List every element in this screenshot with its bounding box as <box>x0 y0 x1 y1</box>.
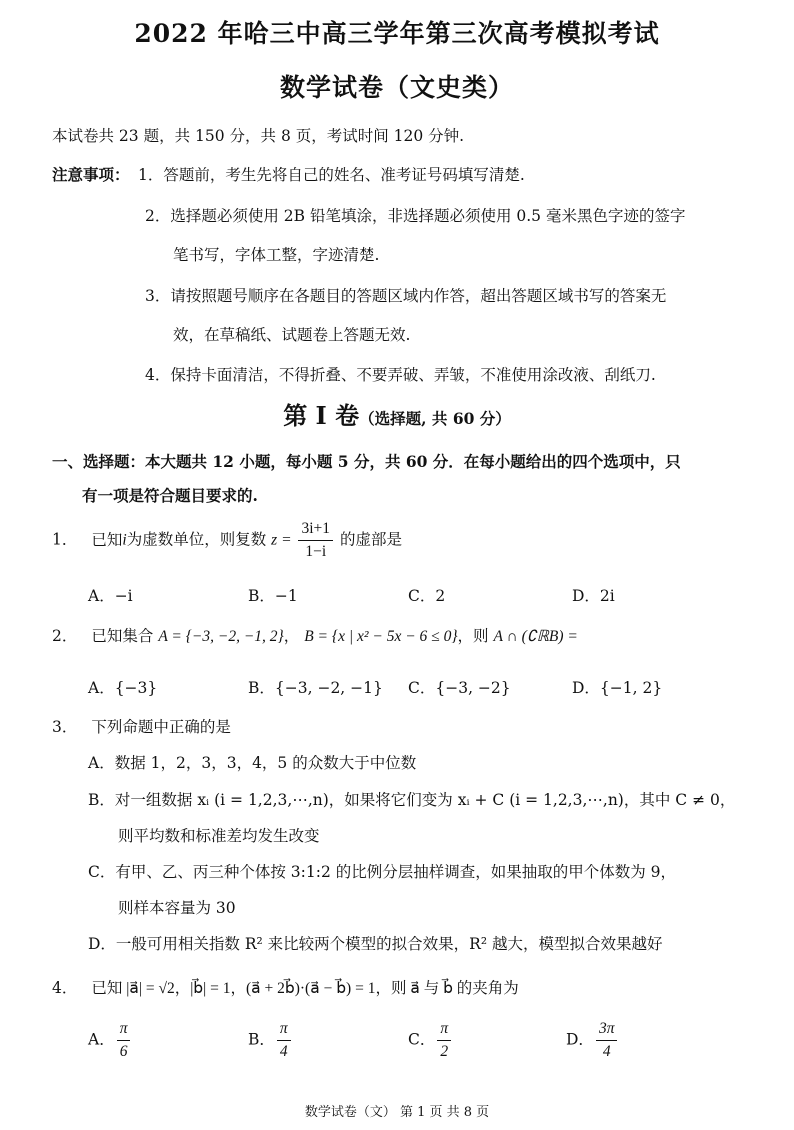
question-1: 1． 已知i为虚数单位，则复数 z = $\frac{3i+1}{1-i}$ 的虚部是 <box>52 520 402 560</box>
exam-title: 2022 年哈三中高三学年第三次高考模拟考试 <box>134 19 660 48</box>
fraction: $\frac{\pi}{2}$ <box>437 1020 451 1061</box>
note-3: 3．请按照题号顺序在各题目的答题区域内作答，超出答题区域书写的答案无 <box>145 287 667 305</box>
q2-option-a: A．{−3} <box>88 679 158 697</box>
note-1: 1．答题前，考生先将自己的姓名、准考证号码填写清楚. <box>138 166 525 184</box>
question-3: 3． 下列命题中正确的是 <box>52 718 231 736</box>
fraction: $\frac{\pi}{6}$ <box>117 1020 131 1061</box>
q2-option-b: B．{−3, −2, −1} <box>248 679 383 697</box>
notes-label: 注意事项： <box>52 165 130 184</box>
q2-option-d: D．{−1, 2} <box>572 679 663 697</box>
part1-instruction: 一、选择题：本大题共 12 小题，每小题 5 分，共 60 分．在每小题给出的四个选项中，只 <box>52 452 681 471</box>
intro-text: 本试卷共 23 题，共 150 分，共 8 页，考试时间 120 分钟. <box>52 127 465 145</box>
q3-option-c-cont: 则样本容量为 30 <box>118 899 236 917</box>
q4-option-c: C． $\frac{\pi}{2}$ <box>408 1020 453 1061</box>
note-3-cont: 效，在草稿纸、试题卷上答题无效. <box>173 326 411 344</box>
part1-instruction-cont: 有一项是符合题目要求的. <box>82 486 258 505</box>
q4-option-d: D． $\frac{3\pi}{4}$ <box>566 1020 619 1061</box>
question-number: 4． <box>52 979 78 997</box>
section-note: （选择题, 共 60 分） <box>359 409 511 428</box>
note-2: 2．选择题必须使用 2B 铅笔填涂，非选择题必须使用 0.5 毫米黑色字迹的签字 <box>145 207 686 225</box>
section-heading <box>0 396 794 431</box>
q3-option-d: D．一般可用相关指数 R² 来比较两个模型的拟合效果，R² 越大，模型拟合效果越好 <box>88 935 663 953</box>
q1-option-b: B．−1 <box>248 587 298 605</box>
fraction: $\frac{3\pi}{4}$ <box>596 1020 618 1061</box>
exam-subtitle: 数学试卷（文史类） <box>279 73 514 102</box>
section-title: 第 I 卷 <box>283 401 360 430</box>
question-2: 2． 已知集合 A = {−3, −2, −1, 2}， B = {x | x² − 5x − 6 ≤ 0}，则 A ∩ (∁ℝB) = <box>52 627 578 645</box>
q4-option-a: A． $\frac{\pi}{6}$ <box>88 1020 132 1061</box>
q2-option-c: C．{−3, −2} <box>408 679 511 697</box>
question-number: 1． <box>52 530 78 549</box>
q3-option-b-cont: 则平均数和标准差均发生改变 <box>118 827 320 845</box>
question-number: 3． <box>52 718 78 736</box>
q1-option-a: A．−i <box>88 587 133 605</box>
q1-option-d: D．2i <box>572 587 615 605</box>
question-4: 4． 已知 |a⃗| = √2，|b⃗| = 1，(a⃗ + 2b⃗)·(a⃗ − b⃗) = 1，则 a⃗ 与 b⃗ 的夹角为 <box>52 979 519 997</box>
note-2-cont: 笔书写，字体工整，字迹清楚. <box>173 246 380 264</box>
question-number: 2． <box>52 627 78 645</box>
note-4: 4．保持卡面清洁，不得折叠、不要弄破、弄皱，不准使用涂改液、刮纸刀. <box>145 366 656 384</box>
q3-option-a: A．数据 1，2，3，3，4，5 的众数大于中位数 <box>88 754 417 772</box>
fraction: $\frac{\pi}{4}$ <box>277 1020 291 1061</box>
fraction: $\frac{3i+1}{1-i}$ <box>298 520 333 561</box>
q4-option-b: B． $\frac{\pi}{4}$ <box>248 1020 293 1061</box>
q3-option-b: B．对一组数据 xᵢ (i = 1,2,3,⋯,n)，如果将它们变为 xᵢ + C (i = 1,2,3,⋯,n)，其中 C ≠ 0， <box>88 791 736 809</box>
q3-option-c: C．有甲、乙、丙三种个体按 3:1:2 的比例分层抽样调查，如果抽取的甲个体数为 9， <box>88 863 677 881</box>
q1-option-c: C．2 <box>408 587 446 605</box>
page-footer: 数学试卷（文） 第 1 页 共 8 页 <box>304 1105 490 1120</box>
